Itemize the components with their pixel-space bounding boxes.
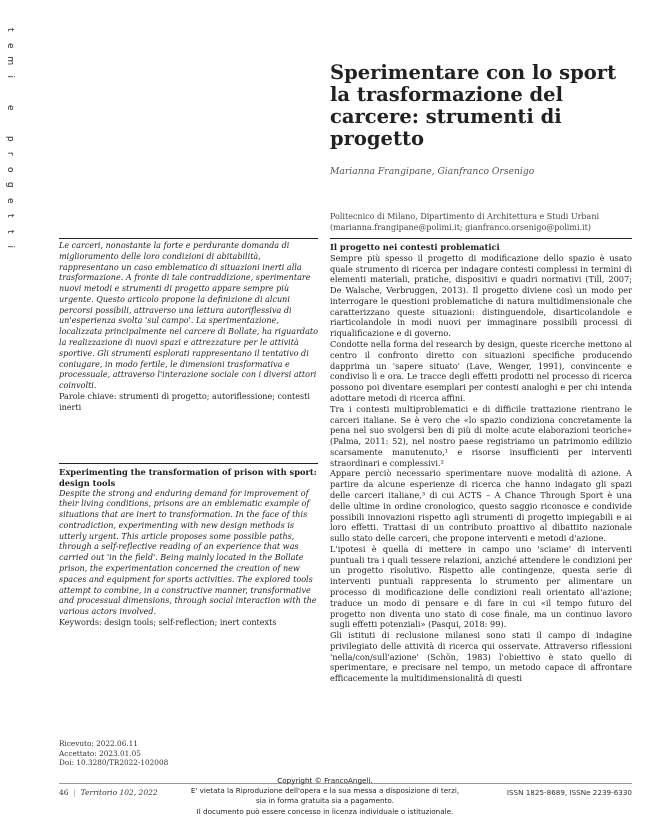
body-paragraph: Gli istituti di reclusione milanesi sono stati il campo di indagine privilegiato delle attività di ricerca qui osservate. Attraverso riflessioni 'nella/con/sull'azione' (Schön, 1983) l'obiettivo è stato quello di sperimentare, e precisare nel tempo, un metodo capace di affrontare efficacemente la multidimensionalità di questi [330, 630, 632, 684]
body-paragraph: Tra i contesti multiproblematici e di difficile trattazione rientrano le carceri italiane. Se è vero che «lo spazio condiziona concretamente la pena nel suo svolgersi ben di più di molte acute elaborazioni teoriche» (Palma, 2011: 52), nel nostro paese registriamo un patrimonio edilizio scarsamente manutenuto,¹ e risorse insufficienti per interventi straordinari e complessivi.² [330, 403, 632, 468]
keywords-italian: Parole chiave: strumenti di progetto; autoriflessione; contesti inerti [59, 391, 310, 412]
doi: Doi: 10.3280/TR2022-102008 [59, 758, 169, 767]
article-title: Sperimentare con lo sport la trasformazione del carcere: strumenti di progetto [330, 61, 617, 150]
article-authors: Marianna Frangipane, Gianfranco Orsenigo [330, 166, 535, 177]
spine-letter: o [4, 166, 15, 172]
copyright-line: Il documento può essere concesso in licenza individuale o istituzionale. [196, 806, 454, 816]
body-paragraph: Sempre più spesso il progetto di modificazione dello spazio è usato quale strumento di ricerca per indagare contesti complessi in termini di elementi materiali, pratiche, dispositivi e quadri normativi (Till, 2007; De Walsche, Verbruggen, 2013). Il progetto diviene così un modo per interrogare le questioni problematiche di natura multidimensionale che caratterizzano queste situazioni: distinguendole, disarticolandole e riarticolandole in modi nuovi per immaginare possibili processi di riqualificazione e di governo. [330, 252, 632, 339]
abstract-english-text: Despite the strong and enduring demand for improvement of their living conditions, prisons are an emblematic example of situations that are inert to transformation. In the face of this contradiction, experimenting with new design methods is utterly urgent. This article proposes some possible paths, through a self-reflective reading of an experience that was carried out 'in the field'. Being mainly located in the Bollate prison, the experimentation concerned the creation of new spaces and equipment for sports activities. The explored tools attempt to combine, in a constructive manner, transformative and processual dimensions, through social interaction with the various actors involved. [59, 488, 317, 617]
series-spine [0, 22, 24, 255]
affiliation-line: Politecnico di Milano, Dipartimento di Architettura e Studi Urbani [330, 212, 600, 221]
article-dates [59, 739, 318, 768]
spine-letter: t [4, 229, 15, 234]
spine-letter: i [4, 74, 15, 78]
abstract-english [59, 467, 318, 629]
spine-letter: t [4, 27, 15, 32]
spine-letter: t [4, 213, 15, 218]
keywords-english: Keywords: design tools; self-reflection; inert contexts [59, 617, 277, 627]
spine-letter: m [4, 56, 15, 66]
page-separator: | [70, 788, 79, 797]
page-info [59, 788, 158, 797]
body-paragraph: L'ipotesi è quella di mettere in campo uno 'sciame' di interventi puntuali tra i quali tessere relazioni, anziché attendere le condizioni per un progetto risolutivo. Rispetto alle contingenze, questa serie di interventi puntuali rappresenta lo strumento per alimentare un processo di modificazione delle condizioni reali orientato all'azione; traduce un modo di pensare e di fare in cui «il tempo futuro del progetto non diventa uno stato di cose finale, ma un continuo lavoro sugli effetti potenziali» (Pasqui, 2018: 99). [330, 543, 632, 630]
spine-letter: e [4, 104, 15, 111]
spine-letter: e [4, 42, 15, 49]
copyright-line: E' vietata la Riproduzione dell'opera e la sua messa a disposizione di terzi, [190, 786, 460, 796]
abstract-italian-text: Le carceri, nonostante la forte e perdurante domanda di miglioramento delle loro condizioni di abitabilità, rappresentano un caso emblematico di situazioni inerti alla trasformazione. A fronte di tale contraddizione, sperimentare nuovi metodi e strumenti di progetto appare sempre più urgente. Questo articolo propone la definizione di alcuni percorsi possibili, attraverso una lettura autoriflessiva di un'esperienza svolta 'sul campo'. La sperimentazione, localizzata principalmente nel carcere di Bollate, ha riguardato la realizzazione di nuovi spazi e attrezzature per le attività sportive. Gli strumenti esplorati rappresentano il tentativo di coniugare, in modo fertile, le dimensioni trasformativa e processuale, attraverso l'interazione sociale con i diversi attori coinvolti. [59, 241, 318, 391]
journal-issue: Territorio 102, 2022 [80, 788, 158, 797]
spine-letter [1, 85, 17, 99]
spine-letter: i [4, 245, 15, 248]
spine-letter [1, 116, 17, 130]
issn: ISSN 1825-8689, ISSNe 2239-6330 [506, 788, 632, 797]
copyright-line: sia in forma gratuita sia a pagamento. [256, 796, 394, 806]
spine-letter: r [4, 151, 15, 156]
author-affiliation [330, 212, 630, 233]
spine-letter: e [4, 197, 15, 204]
english-abstract-rule [59, 463, 318, 464]
spine-letter: g [4, 181, 15, 188]
body-paragraph: Condotte nella forma del research by design, queste ricerche mettono al centro il confronto diretto con situazioni specifiche producendo dapprima un 'sapere situato' (Lave, Wenger, 1991), convincente e condiviso lì e ora. Le tracce degli effetti prodotti nel processo di ricerca possono poi diventare esemplari per contesti analoghi e per chi intenda adottare metodi di ricerca affini. [330, 339, 632, 403]
received-date: Ricevuto: 2022.06.11 [59, 739, 138, 748]
copyright-line: Copyright © FrancoAngeli. [277, 776, 373, 785]
body-column [330, 242, 632, 684]
right-column-rule [330, 238, 632, 239]
author-emails: (marianna.frangipane@polimi.it; gianfranco.orsenigo@polimi.it) [330, 222, 591, 232]
abstract-english-title: Experimenting the transformation of prison with sport: design tools [59, 467, 317, 488]
abstract-italian [59, 241, 318, 414]
body-paragraph: Appare perciò necessario sperimentare nuove modalità di azione. A partire da alcune esperienze di ricerca che hanno indagato gli spazi delle carceri italiane,³ di cui ACTS – A Chance Through Sport è una delle ultime in ordine cronologico, questo saggio riconosce e condivide possibili innovazioni rispetto agli strumenti di progetto impiegabili e ai loro effetti. Trattasi di un contributo proattivo al dibattito nazionale sullo stato delle carceri, che propone interventi e metodi d'azione. [330, 468, 632, 544]
section-title: Il progetto nei contesti problematici [330, 242, 500, 252]
left-column-rule [59, 238, 318, 239]
page-number: 46 [59, 788, 69, 797]
spine-letter: p [4, 135, 15, 142]
accepted-date: Accettato: 2023.01.05 [59, 748, 141, 758]
